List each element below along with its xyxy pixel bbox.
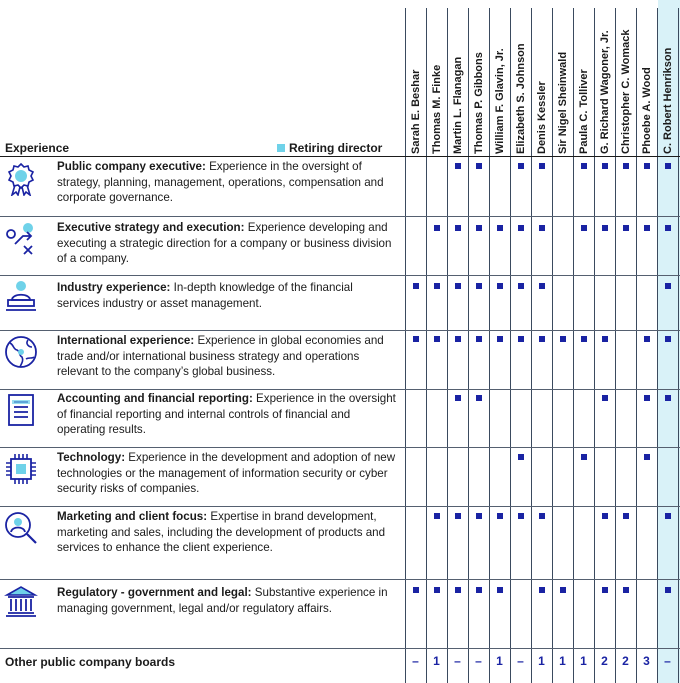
experience-mark [644,454,650,460]
experience-mark [665,225,671,231]
experience-mark [455,395,461,401]
experience-mark [539,283,545,289]
director-name: Christopher C. Womack [619,29,632,154]
experience-mark [476,395,482,401]
other-boards-count: 1 [496,654,503,668]
experience-mark [413,283,419,289]
experience-mark [644,336,650,342]
experience-mark [539,336,545,342]
column-divider [405,8,406,683]
row-description: Experience in the oversight of strategy, planning, management, operations, compensation and corporate governance. [57,160,384,204]
column-divider [594,8,595,683]
report-document-icon [4,393,38,427]
experience-mark [455,587,461,593]
award-ribbon-icon [4,162,38,196]
row-description: Expertise in brand development, marketing and sales, including the development of products and services to enhance the client experience. [57,510,386,554]
other-boards-count: 1 [538,654,545,668]
experience-mark [539,587,545,593]
row-title: International experience: [57,334,195,347]
row-title: Industry experience: [57,281,171,294]
row-description: In-depth knowledge of the financial services industry or asset management. [57,281,353,310]
experience-mark [455,163,461,169]
row-description: Experience in the development and adoption of new technologies or the management of information security or cyber security risks of companies. [57,451,396,495]
other-boards-count: 3 [643,654,650,668]
experience-mark [476,587,482,593]
row-divider [0,216,680,217]
experience-mark [602,163,608,169]
experience-mark [413,587,419,593]
microchip-icon [4,452,38,486]
director-name: C. Robert Henrikson [661,47,674,154]
row-divider [0,275,680,276]
column-divider [510,8,511,683]
experience-mark [455,283,461,289]
experience-mark [518,225,524,231]
experience-mark [518,336,524,342]
director-name: Phoebe A. Wood [640,67,653,154]
experience-header: Experience [5,141,70,155]
column-divider [678,8,679,683]
experience-mark [644,163,650,169]
experience-mark [581,454,587,460]
row-title: Accounting and financial reporting: [57,392,253,405]
director-name: Thomas M. Finke [430,64,443,154]
other-boards-count: 2 [601,654,608,668]
experience-mark [665,513,671,519]
experience-mark [623,587,629,593]
experience-mark [560,336,566,342]
row-divider [0,579,680,580]
experience-mark [497,513,503,519]
other-boards-count: – [664,654,671,668]
column-divider [615,8,616,683]
row-divider [0,389,680,390]
experience-mark [539,513,545,519]
experience-mark [476,163,482,169]
other-boards-count: 1 [433,654,440,668]
other-boards-count: – [454,654,461,668]
experience-mark [434,283,440,289]
row-divider [0,506,680,507]
experience-mark [413,336,419,342]
other-boards-count: – [475,654,482,668]
column-divider [426,8,427,683]
column-divider [447,8,448,683]
experience-mark [455,225,461,231]
experience-mark [602,587,608,593]
presenter-icon [4,280,38,314]
experience-mark [476,336,482,342]
globe-icon [4,335,38,369]
column-divider [468,8,469,683]
experience-mark [581,336,587,342]
experience-mark [476,513,482,519]
experience-mark [539,163,545,169]
director-name: Paula C. Tolliver [577,69,590,154]
row-divider [0,156,680,157]
column-divider [489,8,490,683]
retiring-director-legend [277,141,382,155]
experience-mark [455,513,461,519]
experience-mark [434,513,440,519]
experience-mark [518,454,524,460]
experience-mark [476,283,482,289]
experience-mark [602,336,608,342]
column-divider [552,8,553,683]
column-divider [573,8,574,683]
government-building-icon [4,585,38,619]
director-name: Martin L. Flanagan [451,56,464,154]
director-name: Denis Kessler [535,81,548,154]
other-boards-count: – [517,654,524,668]
row-description: Experience developing and executing a strategic direction for a company or business division of a company. [57,221,392,265]
other-boards-count: – [412,654,419,668]
experience-mark [455,336,461,342]
other-boards-label: Other public company boards [5,655,176,669]
experience-mark [602,395,608,401]
experience-mark [602,513,608,519]
row-divider [0,330,680,331]
experience-mark [434,336,440,342]
experience-mark [665,283,671,289]
experience-mark [518,163,524,169]
experience-mark [665,587,671,593]
director-name: G. Richard Wagoner, Jr. [598,30,611,154]
row-title: Regulatory - government and legal: [57,586,252,599]
experience-mark [665,163,671,169]
column-divider [636,8,637,683]
experience-mark [497,587,503,593]
experience-mark [623,225,629,231]
experience-mark [539,225,545,231]
experience-mark [476,225,482,231]
column-divider [531,8,532,683]
experience-mark [518,513,524,519]
director-name: Thomas P. Gibbons [472,52,485,154]
person-search-icon [4,511,38,545]
director-name: Sarah E. Beshar [409,69,422,154]
row-title: Executive strategy and execution: [57,221,245,234]
row-description: Experience in global economies and trade and/or international business strategy and operations relevant to the company’s global business. [57,334,384,378]
experience-mark [581,225,587,231]
experience-mark [434,587,440,593]
experience-mark [497,283,503,289]
experience-mark [497,336,503,342]
experience-mark [434,225,440,231]
experience-mark [602,225,608,231]
retiring-legend-label: Retiring director [289,141,383,155]
row-divider [0,447,680,448]
column-divider [657,8,658,683]
experience-mark [623,163,629,169]
row-title: Technology: [57,451,126,464]
retiring-legend-swatch [277,144,285,152]
experience-mark [665,395,671,401]
director-name: Sir Nigel Sheinwald [556,51,569,154]
other-boards-count: 1 [559,654,566,668]
experience-mark [644,225,650,231]
row-description: Substantive experience in managing government, legal and/or regulatory affairs. [57,586,388,615]
experience-mark [560,587,566,593]
director-name: Elizabeth S. Johnson [514,43,527,154]
other-boards-count: 2 [622,654,629,668]
experience-mark [581,163,587,169]
experience-mark [623,513,629,519]
row-title: Public company executive: [57,160,206,173]
row-title: Marketing and client focus: [57,510,208,523]
experience-mark [644,395,650,401]
strategy-play-icon [4,222,38,256]
experience-mark [518,283,524,289]
experience-mark [497,225,503,231]
row-divider [0,648,680,649]
experience-mark [665,336,671,342]
director-name: William F. Glavin, Jr. [493,48,506,154]
row-description: Experience in the oversight of financial reporting and internal controls of financial and operating results. [57,392,396,436]
other-boards-count: 1 [580,654,587,668]
